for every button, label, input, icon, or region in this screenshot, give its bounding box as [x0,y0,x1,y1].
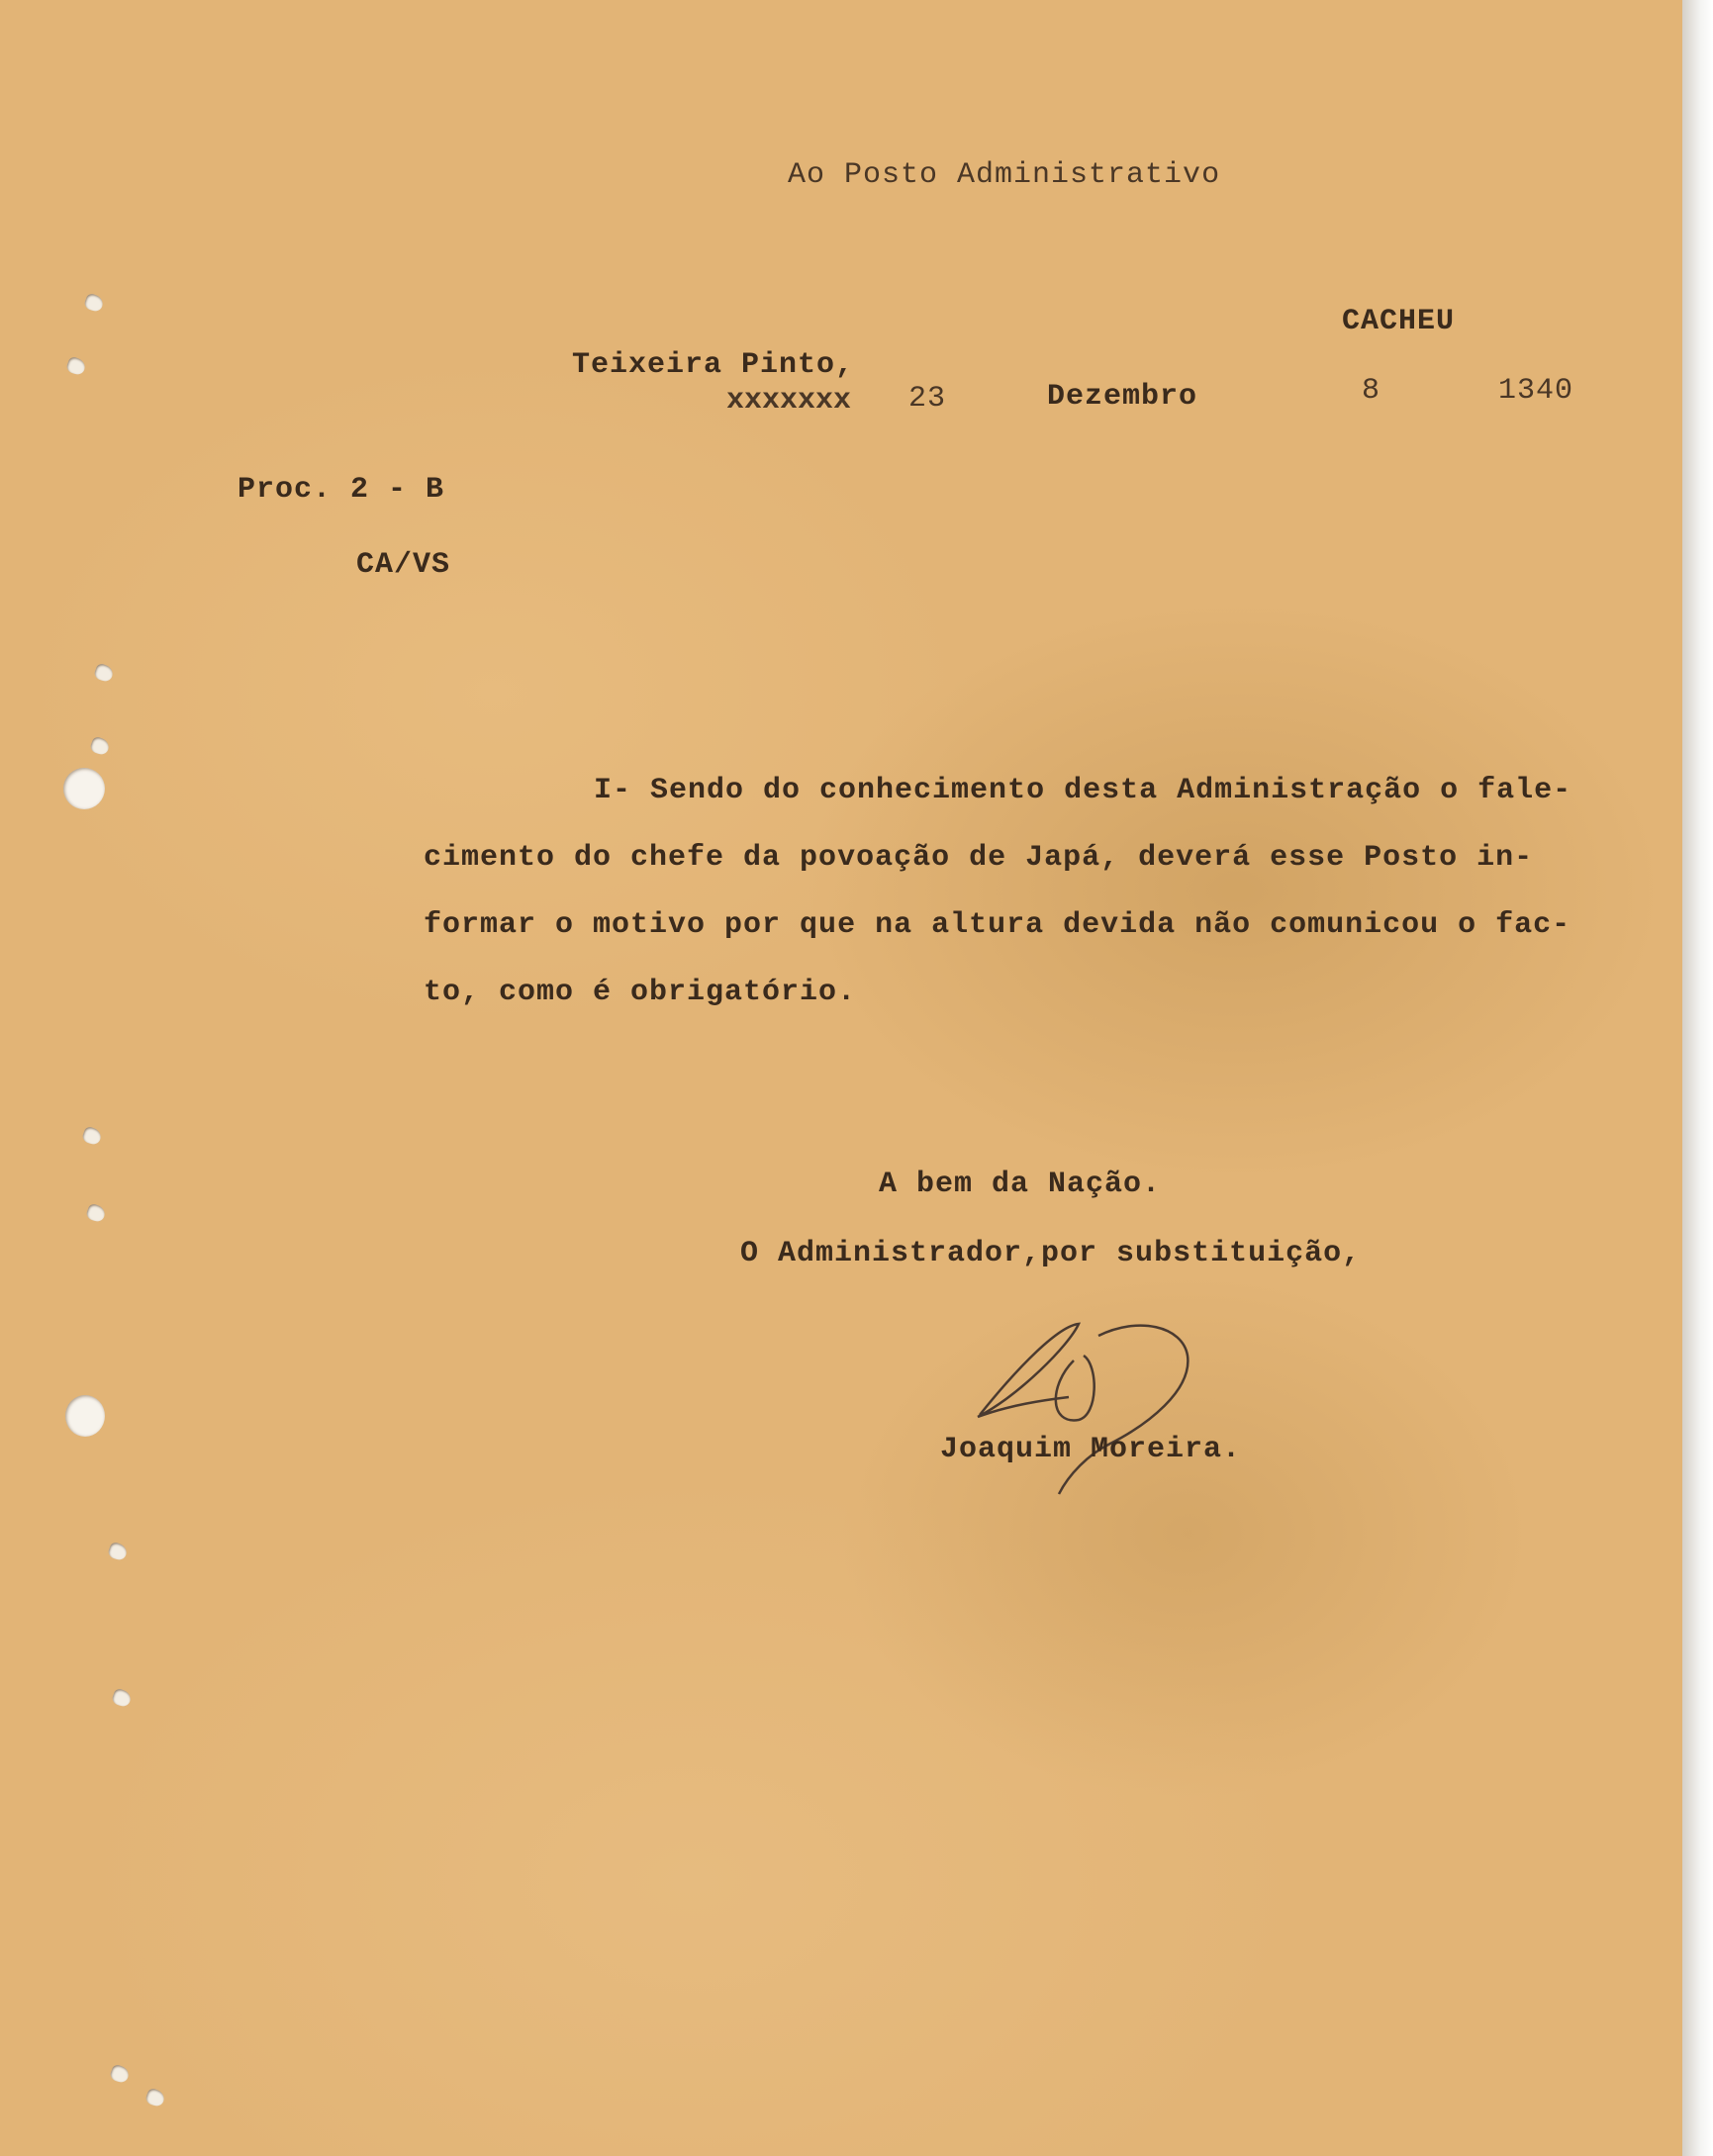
scan-edge [1682,0,1713,2156]
signatory-title: O Administrador,por substituição, [740,1237,1362,1270]
punch-hole [111,1687,133,1708]
punch-hole [89,735,111,756]
punch-hole [93,662,115,683]
punch-hole [107,1541,129,1561]
binder-hole [63,768,105,809]
body-line: I- Sendo do conhecimento desta Administração o fale- [594,774,1572,807]
date-month: Dezembro [1047,380,1198,414]
addressee: Ao Posto Administrativo [788,158,1221,192]
punch-hole [109,2063,131,2084]
signatory-name: Joaquim Moreira. [940,1433,1242,1466]
date-year: 1340 [1498,374,1574,408]
initials: CA/VS [356,548,451,582]
date-day-second: 8 [1362,374,1381,408]
punch-hole [81,1125,103,1146]
district: CACHEU [1342,305,1456,338]
punch-hole [65,355,87,376]
handwritten-signature [950,1306,1207,1504]
place-name: Teixeira Pinto, [572,348,855,382]
closing-salutation: A bem da Nação. [879,1168,1162,1201]
punch-hole [85,1202,107,1223]
punch-hole [144,2087,166,2108]
process-reference: Proc. 2 - B [238,473,445,507]
body-line: to, como é obrigatório. [424,976,857,1009]
date-day: 23 [908,382,947,416]
body-line: formar o motivo por que na altura devida não comunicou o fac- [424,908,1571,942]
binder-hole [65,1395,105,1437]
punch-hole [83,292,105,313]
struck-out-text: xxxxxxx [726,384,852,418]
body-line: cimento do chefe da povoação de Japá, deverá esse Posto in- [424,841,1534,875]
